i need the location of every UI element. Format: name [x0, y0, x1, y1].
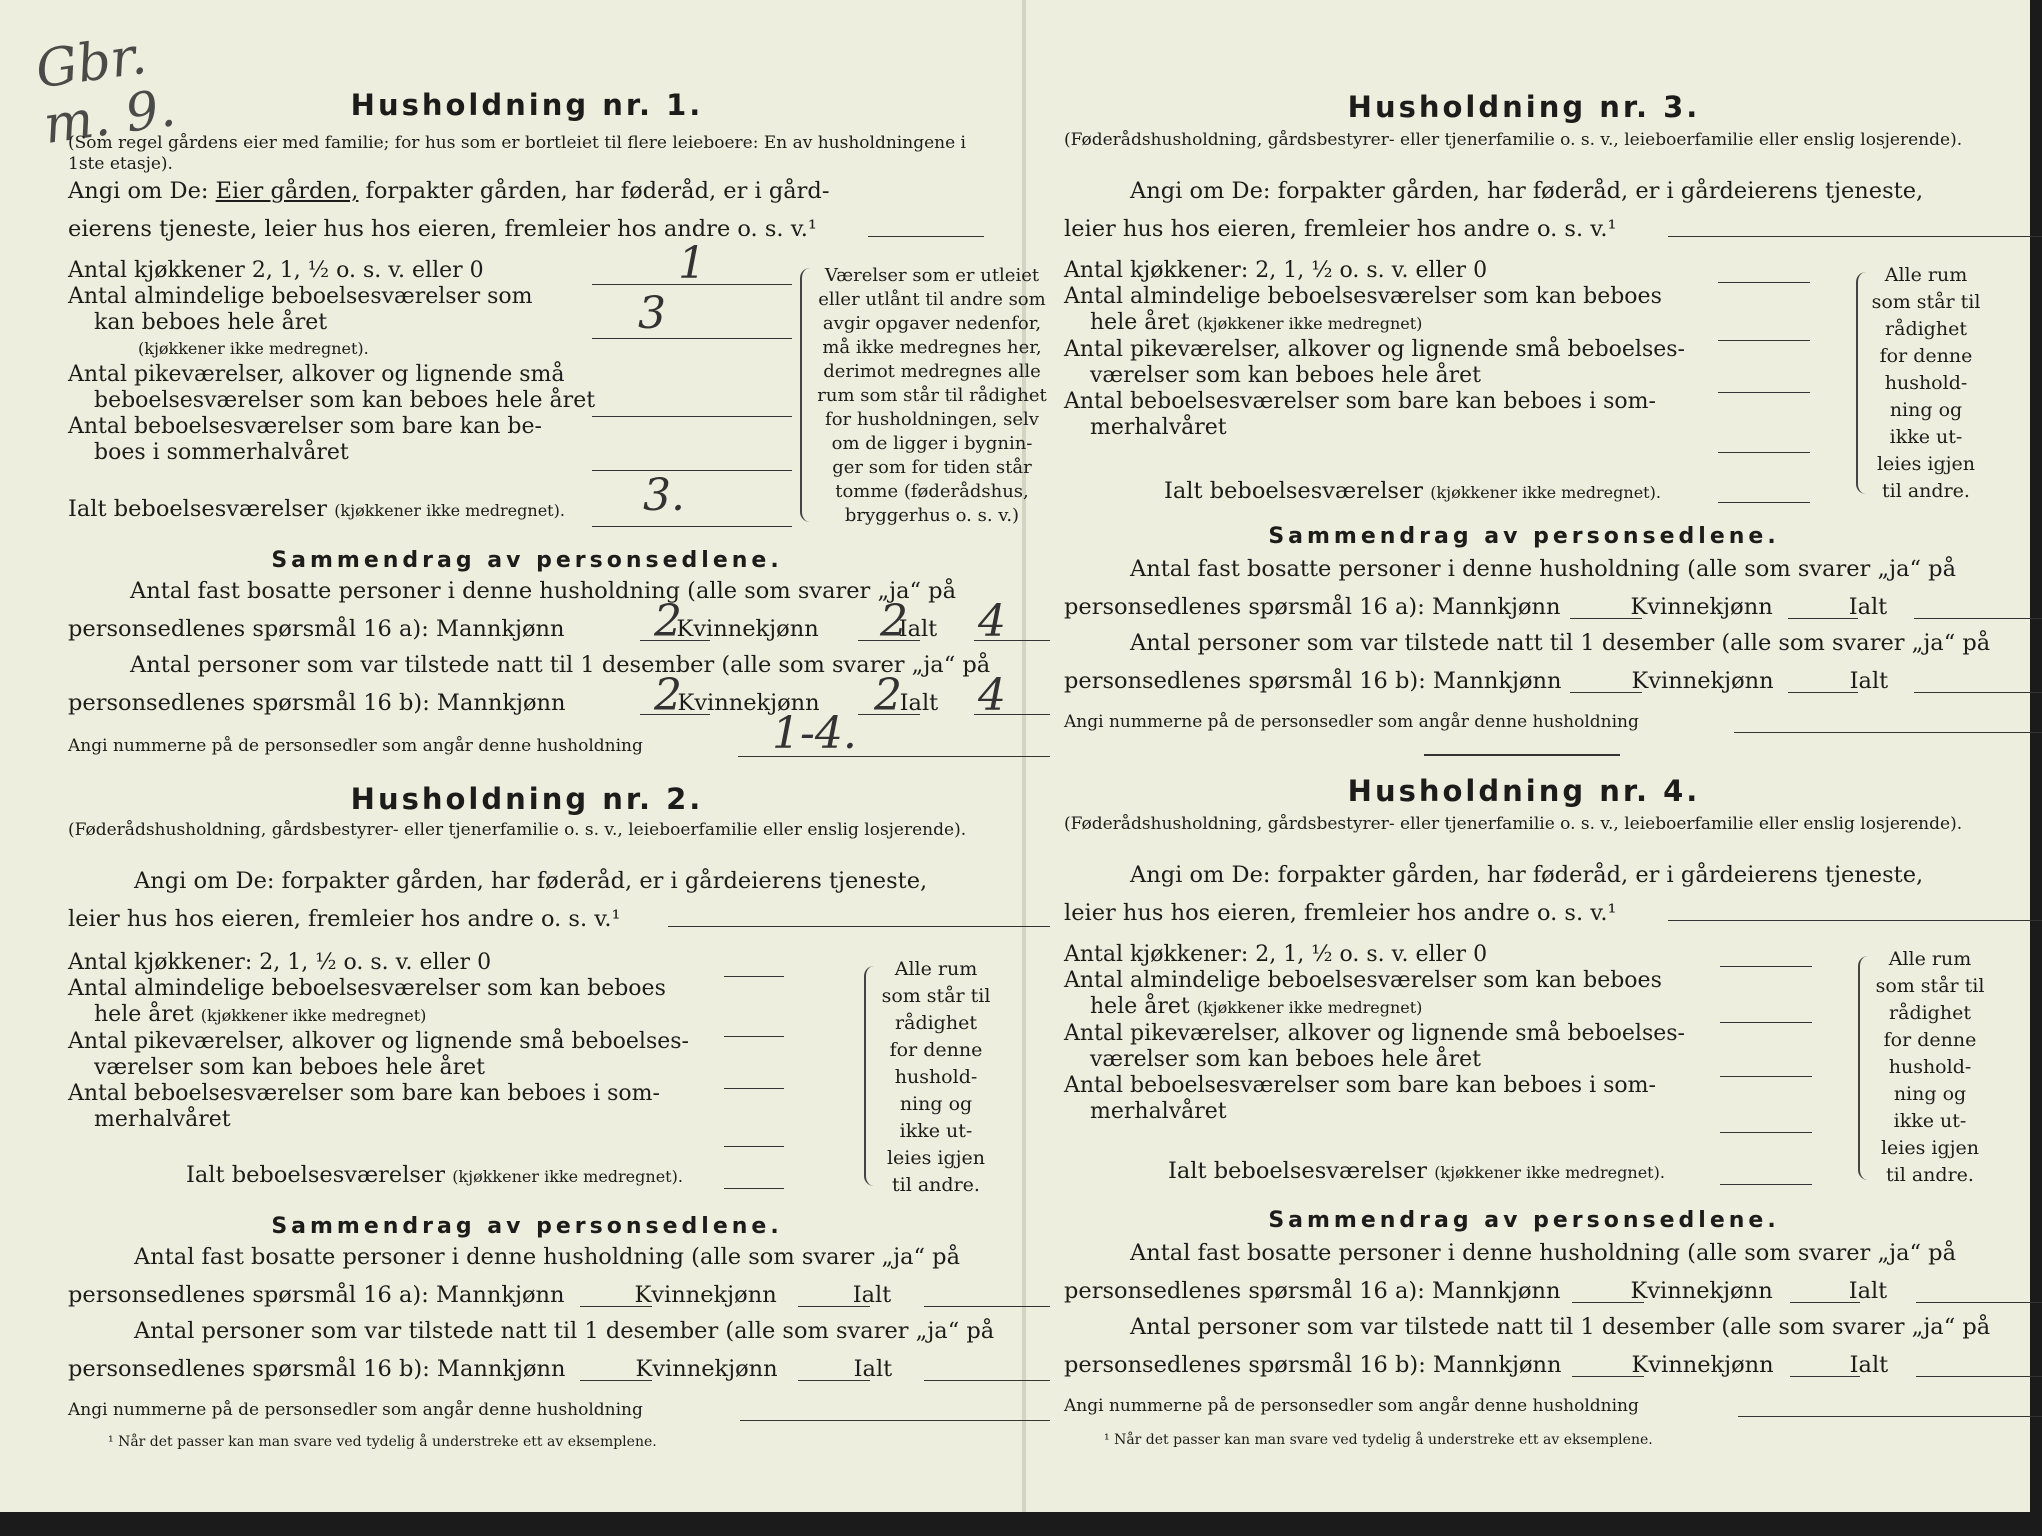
rooms-row-3b: boes i sommerhalvåret: [94, 440, 349, 465]
rooms-row-1b: kan beboes hele året: [94, 310, 328, 335]
rooms-row-1c: (kjøkkener ikke medregnet).: [138, 339, 369, 358]
rooms-row-1b: hele året (kjøkkener ikke medregnet): [94, 1002, 427, 1027]
side-note: Alle rum som står til rådighet for denne hushold- ning og ikke ut- leies igjen til andre.: [1871, 264, 1981, 502]
answer-line: [724, 1146, 784, 1147]
summary-16b-line: Antal personer som var tilstede natt til 1 desember (alle som svarer „ja“ på: [134, 1318, 995, 1344]
rooms-row-1: Antal almindelige beboelsesværelser som kan beboes: [68, 976, 666, 1001]
side-note: Alle rum som står til rådighet for denne hushold- ning og ikke ut- leies igjen til andre.: [881, 958, 991, 1196]
summary-16a: personsedlenes spørsmål 16 a): Mannkjønn Kvinnekjønn Ialt: [1064, 1278, 1888, 1304]
handwritten-total-16b: 4: [978, 670, 1006, 721]
angi-line: Angi om De: forpakter gården, har føderåd, er i gårdeierens tjeneste,: [1130, 862, 1924, 888]
handwritten-male-16b: 2: [654, 670, 682, 721]
summary-title: Sammendrag av personsedlene.: [271, 548, 783, 573]
summary-16a-line: Antal fast bosatte personer i denne husholdning (alle som svarer „ja“ på: [130, 578, 956, 604]
kitchens-label: Antal kjøkkener: 2, 1, ½ o. s. v. eller 0: [1064, 942, 1488, 967]
answer-line: [724, 1088, 784, 1089]
angi-line-cont: leier hus hos eieren, fremleier hos andre o. s. v.¹: [68, 906, 621, 932]
room-counts: [68, 950, 728, 1133]
rooms-row-2b: værelser som kan beboes hele året: [1090, 1047, 1481, 1072]
handwritten-female-16a: 2: [880, 596, 908, 647]
household-intro: (Føderådshusholdning, gårdsbestyrer- eller tjenerfamilie o. s. v., leieboerfamilie eller enslig losjerende).: [1064, 814, 1963, 834]
room-counts: [1064, 258, 1724, 441]
answer-line: [1570, 692, 1642, 693]
answer-line: [1790, 1302, 1860, 1303]
answer-line: [1916, 1376, 2042, 1377]
rooms-row-1: Antal almindelige beboelsesværelser som: [68, 284, 533, 309]
household-intro: (Føderådshusholdning, gårdsbestyrer- eller tjenerfamilie o. s. v., leieboerfamilie eller enslig losjerende).: [1064, 130, 1963, 150]
angi-line: Angi om De: forpakter gården, har føderåd, er i gårdeierens tjeneste,: [134, 868, 928, 894]
summary-16b: personsedlenes spørsmål 16 b): Mannkjønn Kvinnekjønn Ialt: [1064, 1352, 1889, 1378]
handwritten-female-16b: 2: [874, 670, 902, 721]
summary-16b-line: Antal personer som var tilstede natt til 1 desember (alle som svarer „ja“ på: [130, 652, 991, 678]
rooms-row-3: Antal beboelsesværelser som bare kan be-: [68, 414, 542, 439]
answer-line: [1718, 282, 1810, 283]
answer-line: [592, 338, 792, 339]
room-counts: [1064, 942, 1724, 1125]
answer-line: [724, 976, 784, 977]
rooms-row-3b: merhalvåret: [1090, 415, 1227, 440]
footnote: ¹ Når det passer kan man svare ved tydelig å understreke ett av eksemplene.: [108, 1434, 657, 1450]
answer-line: [1668, 236, 2042, 237]
brace: [1858, 956, 1874, 1180]
side-note: Alle rum som står til rådighet for denne hushold- ning og ikke ut- leies igjen til andre.: [1875, 948, 1985, 1186]
summary-16a: personsedlenes spørsmål 16 a): Mannkjønn Kvinnekjønn Ialt: [68, 616, 938, 642]
summary-16a-line: Antal fast bosatte personer i denne husholdning (alle som svarer „ja“ på: [1130, 1240, 1956, 1266]
numbers-line: Angi nummerne på de personsedler som angår denne husholdning: [1064, 712, 1639, 732]
summary-title: Sammendrag av personsedlene.: [1268, 1208, 1780, 1233]
angi-line-cont: eierens tjeneste, leier hus hos eieren, fremleier hos andre o. s. v.¹: [68, 216, 817, 242]
handwritten-rooms: 3: [638, 288, 666, 339]
numbers-line: Angi nummerne på de personsedler som angår denne husholdning: [68, 736, 643, 756]
answer-line: [668, 926, 1050, 927]
rooms-row-3: Antal beboelsesværelser som bare kan beboes i som-: [1064, 389, 1656, 414]
handwritten-male-16a: 2: [654, 596, 682, 647]
answer-line: [1718, 340, 1810, 341]
rooms-row-2: Antal pikeværelser, alkover og lignende små: [68, 362, 565, 387]
summary-16b-line: Antal personer som var tilstede natt til 1 desember (alle som svarer „ja“ på: [1130, 630, 1991, 656]
side-note: Værelser som er utleiet eller utlånt til andre som avgir opgaver nedenfor, må ikke medregnes her, derimot medregnes alle rum som står til rådighet for husholdningen, selv om de ligger i bygnin- ger som for tiden står tomme (føderådshus, bryggerhus o. s. v.): [817, 265, 1047, 526]
footnote: ¹ Når det passer kan man svare ved tydelig å understreke ett av eksemplene.: [1104, 1432, 1653, 1448]
summary-title: Sammendrag av personsedlene.: [1268, 524, 1780, 549]
answer-line: [1914, 618, 2042, 619]
rooms-row-1: Antal almindelige beboelsesværelser som kan beboes: [1064, 284, 1662, 309]
summary-16a: personsedlenes spørsmål 16 a): Mannkjønn Kvinnekjønn Ialt: [68, 1282, 892, 1308]
answer-line: [1668, 920, 2042, 921]
handwritten-total: 3.: [643, 470, 685, 521]
household-title: Husholdning nr. 4.: [1347, 774, 1701, 808]
kitchens-label: Antal kjøkkener: 2, 1, ½ o. s. v. eller 0: [1064, 258, 1488, 283]
answer-line: [868, 236, 984, 237]
summary-16a-line: Antal fast bosatte personer i denne husholdning (alle som svarer „ja“ på: [1130, 556, 1956, 582]
answer-line: [1718, 452, 1810, 453]
angi-line: Angi om De: forpakter gården, har føderåd, er i gårdeierens tjeneste,: [1130, 178, 1924, 204]
summary-16b: personsedlenes spørsmål 16 b): Mannkjønn Kvinnekjønn Ialt: [1064, 668, 1889, 694]
summary-16a-line: Antal fast bosatte personer i denne husholdning (alle som svarer „ja“ på: [134, 1244, 960, 1270]
rooms-row-3b: merhalvåret: [1090, 1099, 1227, 1124]
answer-line: [592, 526, 792, 527]
rooms-row-2: Antal pikeværelser, alkover og lignende små beboelses-: [1064, 1021, 1685, 1046]
angi-line-cont: leier hus hos eieren, fremleier hos andre o. s. v.¹: [1064, 900, 1617, 926]
summary-16b: personsedlenes spørsmål 16 b): Mannkjønn Kvinnekjønn Ialt: [68, 1356, 893, 1382]
section-divider: [1424, 754, 1620, 756]
answer-line: [1734, 732, 2042, 733]
answer-line: [1790, 1376, 1860, 1377]
household-intro: (Som regel gårdens eier med familie; for hus som er bortleiet til flere leieboere: En av husholdningene i 1ste etasje).: [68, 133, 966, 174]
answer-line: [592, 470, 792, 471]
summary-title: Sammendrag av personsedlene.: [271, 1214, 783, 1239]
brace: [864, 966, 880, 1186]
answer-line: [1720, 966, 1812, 967]
brace: [800, 268, 816, 522]
answer-line: [924, 1380, 1050, 1381]
angi-line-cont: leier hus hos eieren, fremleier hos andre o. s. v.¹: [1064, 216, 1617, 242]
summary-16b: personsedlenes spørsmål 16 b): Mannkjønn Kvinnekjønn Ialt: [68, 690, 939, 716]
answer-line: [1720, 1022, 1812, 1023]
room-counts: [68, 258, 728, 466]
total-rooms-line: Ialt beboelsesværelser (kjøkkener ikke medregnet).: [1168, 1158, 1665, 1184]
numbers-line: Angi nummerne på de personsedler som angår denne husholdning: [1064, 1396, 1639, 1416]
kitchens-label: Antal kjøkkener 2, 1, ½ o. s. v. eller 0: [68, 258, 484, 283]
rooms-row-3: Antal beboelsesværelser som bare kan beboes i som-: [1064, 1073, 1656, 1098]
answer-line: [740, 1420, 1050, 1421]
scan-border-right: [2030, 0, 2042, 1536]
answer-line: [1914, 692, 2042, 693]
answer-line: [1788, 618, 1858, 619]
rooms-row-2: Antal pikeværelser, alkover og lignende små beboelses-: [68, 1029, 689, 1054]
answer-line: [724, 1188, 784, 1189]
rooms-row-2b: beboelsesværelser som kan beboes hele året: [94, 388, 596, 413]
rooms-row-1b: hele året (kjøkkener ikke medregnet): [1090, 310, 1423, 335]
answer-line: [724, 1036, 784, 1037]
answer-line: [924, 1306, 1050, 1307]
summary-16b-line: Antal personer som var tilstede natt til 1 desember (alle som svarer „ja“ på: [1130, 1314, 1991, 1340]
answer-line: [1572, 1302, 1644, 1303]
scan-border-bottom: [0, 1512, 2042, 1536]
household-title: Husholdning nr. 3.: [1347, 90, 1701, 124]
angi-line: Angi om De: Eier gården, forpakter gården, har føderåd, er i gård-: [68, 178, 830, 204]
rooms-row-1b: hele året (kjøkkener ikke medregnet): [1090, 994, 1423, 1019]
household-title: Husholdning nr. 1.: [350, 88, 704, 122]
household-title: Husholdning nr. 2.: [350, 782, 704, 816]
answer-line: [1570, 618, 1642, 619]
rooms-row-2b: værelser som kan beboes hele året: [94, 1055, 485, 1080]
answer-line: [1916, 1302, 2042, 1303]
handwritten-total-16a: 4: [978, 596, 1006, 647]
answer-line: [1788, 692, 1858, 693]
rooms-row-3b: merhalvåret: [94, 1107, 231, 1132]
answer-line: [580, 1306, 652, 1307]
summary-16a: personsedlenes spørsmål 16 a): Mannkjønn Kvinnekjønn Ialt: [1064, 594, 1888, 620]
answer-line: [1718, 502, 1810, 503]
handwritten-kitchens: 1: [678, 238, 706, 289]
answer-line: [1720, 1132, 1812, 1133]
total-rooms-line: Ialt beboelsesværelser (kjøkkener ikke medregnet).: [186, 1162, 683, 1188]
total-rooms-line: Ialt beboelsesværelser (kjøkkener ikke medregnet).: [68, 496, 565, 522]
answer-line: [1738, 1416, 2042, 1417]
answer-line: [798, 1380, 870, 1381]
rooms-row-2: Antal pikeværelser, alkover og lignende små beboelses-: [1064, 337, 1685, 362]
rooms-row-2b: værelser som kan beboes hele året: [1090, 363, 1481, 388]
rooms-row-3: Antal beboelsesværelser som bare kan beboes i som-: [68, 1081, 660, 1106]
answer-line: [1720, 1184, 1812, 1185]
answer-line: [1720, 1076, 1812, 1077]
handwritten-numbers: 1-4.: [772, 708, 857, 759]
handwritten-corner-note: Gbr. m. 9.: [32, 25, 180, 157]
selected-option-eier: Eier gården,: [215, 178, 359, 204]
rooms-row-1: Antal almindelige beboelsesværelser som kan beboes: [1064, 968, 1662, 993]
answer-line: [592, 416, 792, 417]
household-intro: (Føderådshusholdning, gårdsbestyrer- eller tjenerfamilie o. s. v., leieboerfamilie eller enslig losjerende).: [68, 820, 967, 840]
numbers-line: Angi nummerne på de personsedler som angår denne husholdning: [68, 1400, 643, 1420]
kitchens-label: Antal kjøkkener: 2, 1, ½ o. s. v. eller 0: [68, 950, 492, 975]
answer-line: [798, 1306, 870, 1307]
total-rooms-line: Ialt beboelsesværelser (kjøkkener ikke medregnet).: [1164, 478, 1661, 504]
answer-line: [1572, 1376, 1644, 1377]
answer-line: [580, 1380, 652, 1381]
answer-line: [1718, 392, 1810, 393]
